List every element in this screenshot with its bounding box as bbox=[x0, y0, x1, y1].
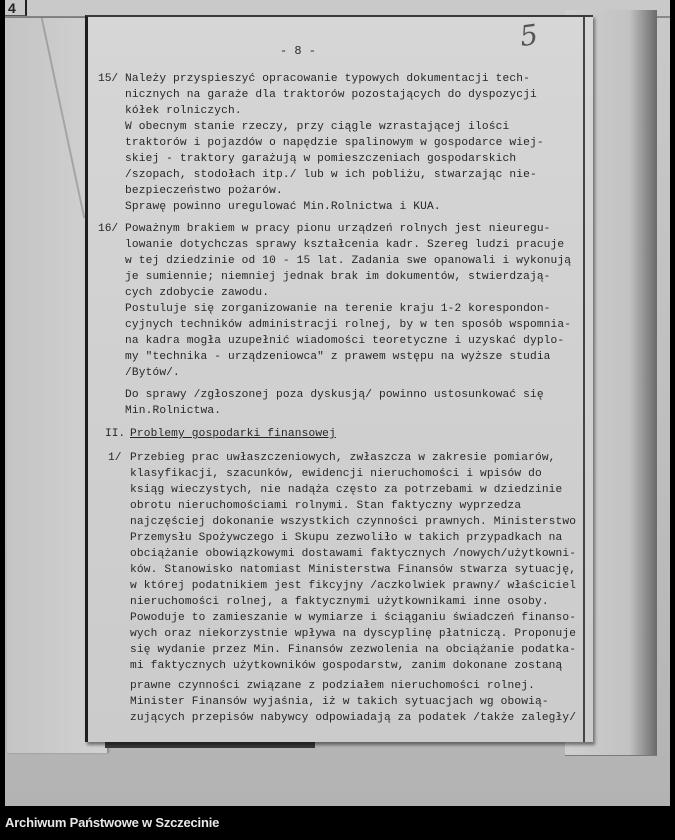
text-line: ksiąg wieczystych, nie nadąża często za potrzebami w dziedzinie bbox=[130, 484, 563, 496]
item-number: 15/ bbox=[98, 73, 119, 85]
text-line: Postuluje się zorganizowanie na terenie kraju 1-2 korespondon- bbox=[125, 303, 551, 315]
text-line: cych zdobycie zawodu. bbox=[125, 287, 270, 299]
text-line: nicznych na garaże dla traktorów pozostających do dyspozycji bbox=[125, 89, 537, 101]
handwritten-page-number: 5 bbox=[517, 17, 541, 54]
text-line: Poważnym brakiem w pracy pionu urządzeń rolnych jest nieuregu- bbox=[125, 223, 551, 235]
text-line: Przebieg prac uwłaszczeniowych, zwłaszcza w zakresie pomiarów, bbox=[130, 452, 556, 464]
text-line: cyjnych techników administracji rolnej, by w ten sposób wspomnia- bbox=[125, 319, 572, 331]
text-line: kółek rolniczych. bbox=[125, 105, 242, 117]
text-line: my "technika - urządzeniowca" z prawem wstępu na wyższe studia bbox=[125, 351, 551, 363]
typed-page-number: - 8 - bbox=[279, 44, 316, 58]
text-line: wych oraz niekorzystnie wpływa na dyscyplinę płatniczą. Proponuje bbox=[130, 628, 577, 640]
text-line: lowanie dotychczas sprawy kształcenia kadr. Szereg ludzi pracuje bbox=[125, 239, 565, 251]
note-line: Do sprawy /zgłoszonej poza dyskusją/ powinno ustosunkować się bbox=[125, 389, 544, 401]
text-line: obciążanie obowiązkowymi dostawami faktycznych /nowych/użytkowni- bbox=[130, 548, 577, 560]
text-line: się wydanie przez Min. Finansów zezwolenia na obciążanie podatka- bbox=[130, 644, 577, 656]
text-line: skiej - traktory garażują w pomieszczeniach gospodarskich bbox=[125, 153, 517, 165]
item-number: 16/ bbox=[98, 223, 119, 235]
item-number: 1/ bbox=[108, 452, 122, 464]
text-line: Należy przyspieszyć opracowanie typowych dokumentacji tech- bbox=[125, 73, 530, 85]
corner-label: 4 bbox=[5, 0, 27, 16]
text-line: /Bytów/. bbox=[125, 367, 180, 379]
text-line: zujących przepisów nabywcy odpowiadają za podatek /także zaległy/ bbox=[130, 712, 577, 724]
archive-credit: Archiwum Państwowe w Szczecinie bbox=[5, 815, 220, 830]
note-line: Min.Rolnictwa. bbox=[125, 405, 222, 417]
text-line: traktorów i pojazdów o napędzie spalinowym w gospodarce wiej- bbox=[125, 137, 544, 149]
page-border-line bbox=[583, 17, 585, 742]
text-line: klasyfikacji, szacunków, ewidencji nieruchomości i wpisów do bbox=[130, 468, 542, 480]
typed-page bbox=[85, 15, 593, 742]
text-line: je sumiennie; niemniej jednak brak im dokumentów, stwierdzają- bbox=[125, 271, 551, 283]
text-line: /szopach, stodołach itp./ lub w ich pobliżu, stwarzając nie- bbox=[125, 169, 537, 181]
text-line: w tej dziedzinie od 10 - 15 lat. Zadania swe opanowali i wykonują bbox=[125, 255, 572, 267]
text-line: obrotu nieruchomościami rolnymi. Stan faktyczny wyprzedza bbox=[130, 500, 522, 512]
text-line: na kadra mogła uzupełnić wiadomości teoretyczne i uzyskać dyplo- bbox=[125, 335, 565, 347]
text-line: ków. Stanowisko natomiast Ministerstwa Finansów stwarza sytuację, bbox=[130, 564, 577, 576]
archival-scan bbox=[5, 0, 670, 806]
section-number: II. bbox=[105, 428, 126, 440]
text-line: najczęściej dokonanie wszystkich czynności prawnych. Ministerstwo bbox=[130, 516, 577, 528]
text-line: W obecnym stanie rzeczy, przy ciągle wzrastającej ilości bbox=[125, 121, 510, 133]
text-line: w której podatnikiem jest fikcyjny /aczkolwiek prawny/ właściciel bbox=[130, 580, 577, 592]
text-line: nieruchomości rolnej, a faktycznymi użytkownikami inne osoby. bbox=[130, 596, 549, 608]
text-line: Sprawę powinno uregulować Min.Rolnictwa i KUA. bbox=[125, 201, 441, 213]
text-line: mi faktycznych użytkowników gospodarstw, zanim dokonane zostaną bbox=[130, 660, 563, 672]
text-line: prawne czynności związane z podziałem nieruchomości rolnej. bbox=[130, 680, 535, 692]
text-line: Przemysłu Spożywczego i Skupu zezwoliło w takich przypadkach na bbox=[130, 532, 563, 544]
text-line: bezpieczeństwo pożarów. bbox=[125, 185, 283, 197]
text-line: Powoduje to zamieszanie w wymiarze i ściąganiu świadczeń finanso- bbox=[130, 612, 577, 624]
text-line: Minister Finansów wyjaśnia, iż w takich sytuacjach wg obowią- bbox=[130, 696, 549, 708]
section-heading: Problemy gospodarki finansowej bbox=[130, 428, 336, 440]
